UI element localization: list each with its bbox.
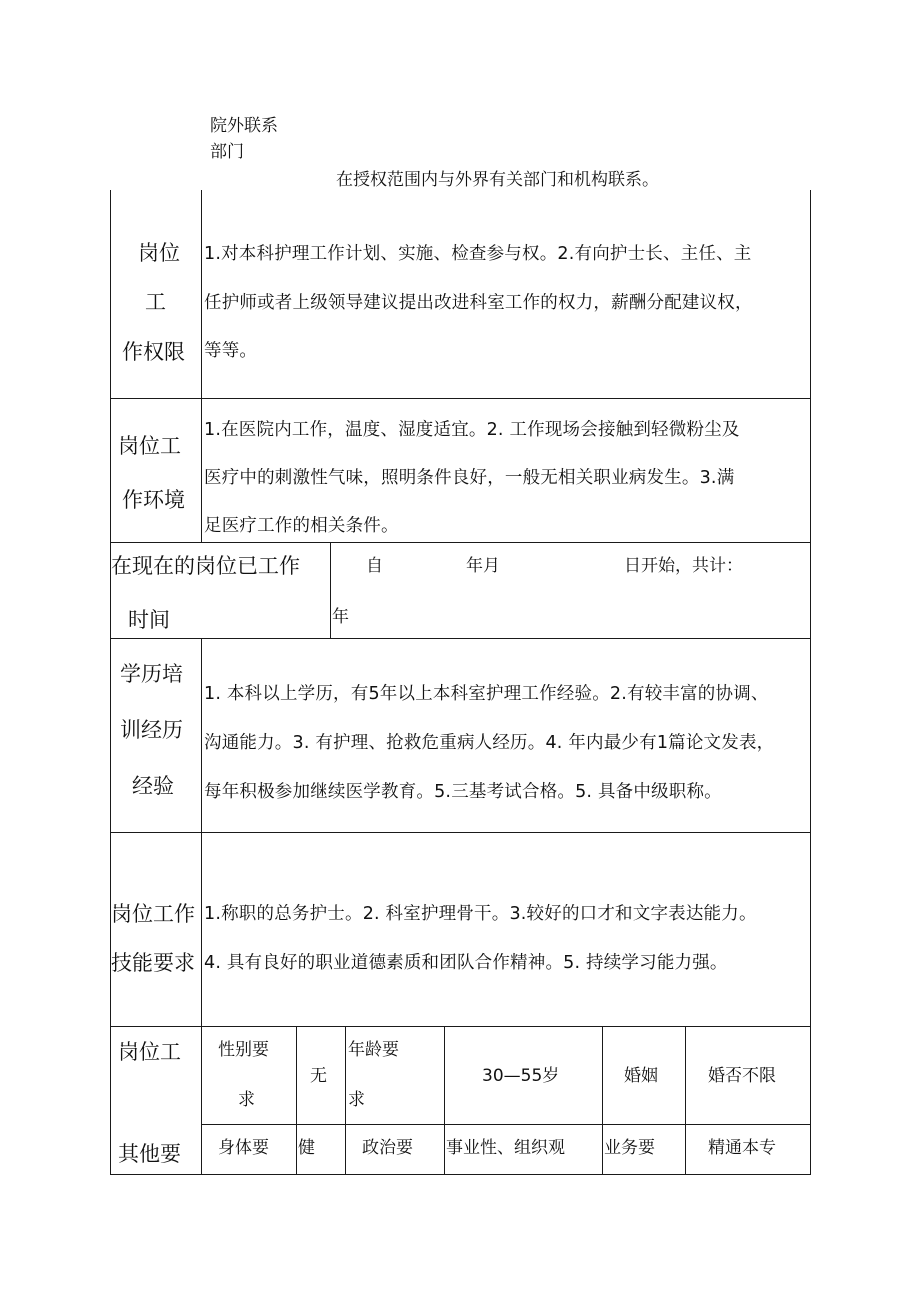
other-label: 岗位工 [118,1040,181,1064]
authority-label: 岗位 [138,241,180,265]
tenure-label: 时间 [128,608,170,632]
tenure-year: 年 [332,607,349,627]
table-left-border [110,190,111,1175]
row-divider [110,638,811,639]
gender-value: 无 [310,1066,327,1086]
grid-divider [444,1026,445,1175]
education-content-line: 每年积极参加继续医学教育。5.三基考试合格。5. 具备中级职称。 [204,782,722,802]
political-value: 事业性、组织观 [446,1138,565,1158]
gender-label: 求 [238,1090,255,1110]
tenure-from: 自 [366,556,383,576]
education-label: 经验 [132,774,174,798]
tenure-divider [330,542,331,638]
label-column-divider [201,190,202,542]
tenure-day-start: 日开始，共计： [624,556,743,576]
age-value: 30—55岁 [482,1066,560,1086]
tenure-year-month: 年月 [466,556,500,576]
skills-label: 技能要求 [111,951,195,975]
row-divider [110,1026,811,1027]
skills-content-line: 4. 具有良好的职业道德素质和团队合作精神。5. 持续学习能力强。 [204,953,728,973]
age-label: 年龄要 [348,1040,399,1060]
grid-divider [296,1026,297,1175]
authority-content-line: 1.对本科护理工作计划、实施、检查参与权。2.有向护士长、主任、主 [204,244,752,264]
skills-label: 岗位工作 [111,902,195,926]
business-label: 业务要 [604,1138,655,1158]
education-content-line: 1. 本科以上学历，有5年以上本科室护理工作经验。2.有较丰富的协调、 [204,684,769,704]
row-divider [201,1124,811,1125]
contacts-content: 在授权范围内与外界有关部门和机构联系。 [336,170,659,190]
skills-content-line: 1.称职的总务护士。2. 科室护理骨干。3.较好的口才和文字表达能力。 [204,904,757,924]
row-divider [110,832,811,833]
environment-content-line: 医疗中的刺激性气味，照明条件良好，一般无相关职业病发生。3.满 [204,468,735,488]
authority-content-line: 任护师或者上级领导建议提出改进科室工作的权力，薪酬分配建议权， [204,293,753,313]
contacts-label: 部门 [210,142,244,162]
tenure-label: 在现在的岗位已工作 [111,554,300,578]
education-label: 学历培 [120,662,183,686]
body-label: 身体要 [218,1138,269,1158]
row-divider [110,1174,811,1175]
gender-label: 性别要 [218,1040,269,1060]
business-value: 精通本专 [708,1138,776,1158]
label-column-divider [201,638,202,1175]
education-label: 训经历 [120,718,183,742]
table-right-border [810,190,811,1175]
marriage-label: 婚姻 [624,1066,658,1086]
row-divider [110,398,811,399]
contacts-label: 院外联系 [210,116,278,136]
environment-label: 岗位工 [118,434,181,458]
row-divider [110,542,811,543]
authority-label: 作权限 [122,340,185,364]
body-value: 健 [298,1138,315,1158]
environment-label: 作环境 [122,488,185,512]
age-label: 求 [348,1090,365,1110]
environment-content-line: 足医疗工作的相关条件。 [204,516,399,536]
grid-divider [345,1026,346,1175]
marriage-value: 婚否不限 [708,1066,776,1086]
political-label: 政治要 [362,1138,413,1158]
authority-label: 工 [145,290,166,314]
other-label: 其他要 [118,1142,181,1166]
authority-content-line: 等等。 [204,341,258,361]
grid-divider [602,1026,603,1175]
education-content-line: 沟通能力。3. 有护理、抢救危重病人经历。4. 年内最少有1篇论文发表， [204,733,775,753]
grid-divider [685,1026,686,1175]
environment-content-line: 1.在医院内工作，温度、湿度适宜。2. 工作现场会接触到轻微粉尘及 [204,420,740,440]
